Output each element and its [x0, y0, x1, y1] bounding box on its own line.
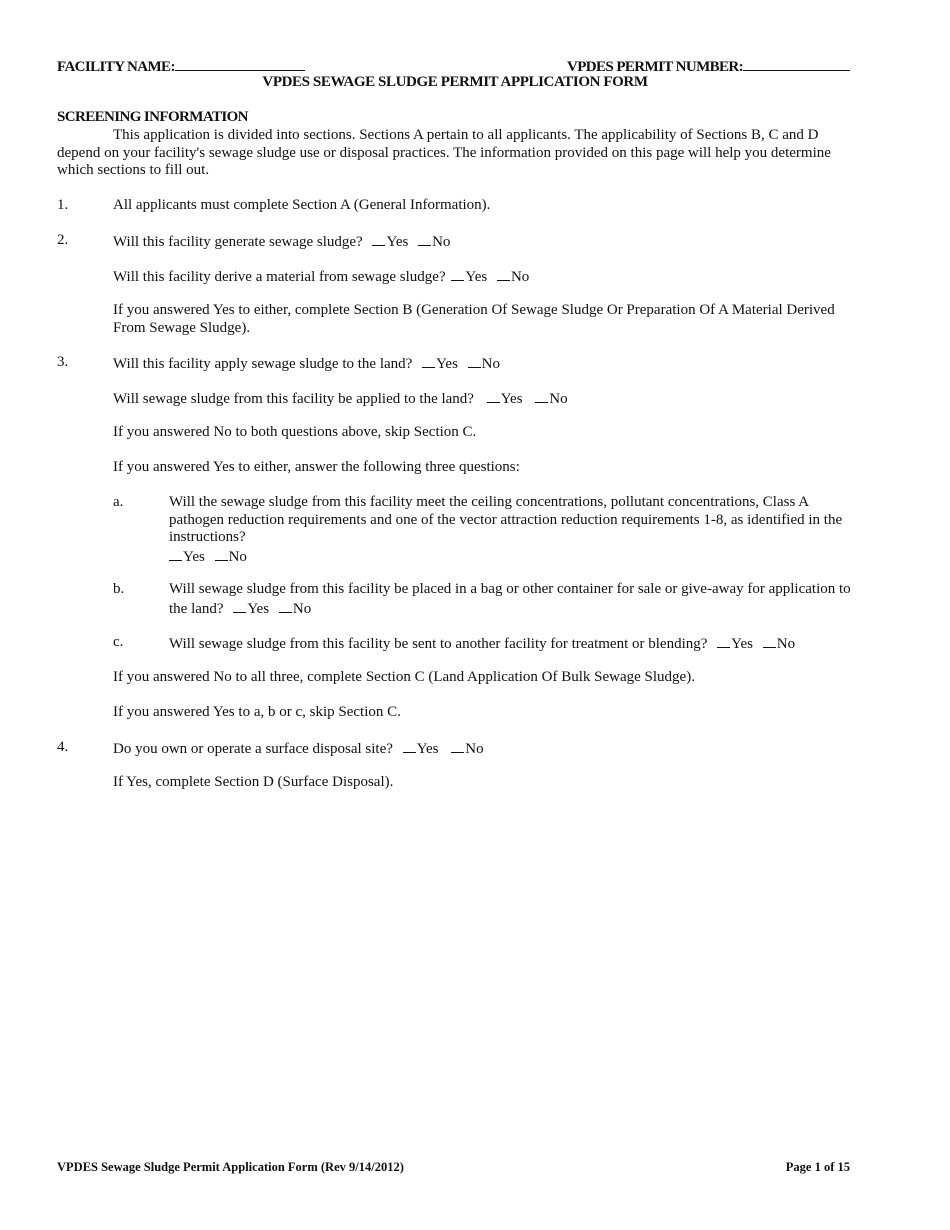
q3b-no-label: No [549, 391, 568, 407]
footer-form-name: VPDES Sewage Sludge Permit Application Form (Rev 9/14/2012) [57, 1160, 404, 1174]
sub-letter-c: c. [113, 634, 124, 650]
q3a-yes-blank[interactable] [422, 354, 435, 368]
question-3-no-note: If you answered No to all three, complete Section C (Land Application Of Bulk Sewage Sludge). [113, 669, 695, 685]
item-number-1: 1. [57, 197, 69, 213]
qc-no-blank[interactable] [763, 634, 776, 648]
item-1-text: All applicants must complete Section A (General Information). [113, 197, 491, 213]
q3a-yes-label: Yes [436, 356, 458, 372]
q4-no-label: No [465, 741, 484, 757]
q4-no-blank[interactable] [451, 739, 464, 753]
q2b-yes-blank[interactable] [451, 267, 464, 281]
question-2a [113, 232, 853, 252]
footer-page-number: Page 1 of 15 [785, 1160, 850, 1174]
q2b-yes-label: Yes [465, 269, 488, 285]
item-number-2: 2. [57, 232, 69, 248]
question-3-yes-note: If you answered Yes to a, b or c, skip Section C. [113, 704, 401, 720]
q3a-no-label: No [481, 356, 500, 372]
qa-no-blank[interactable] [215, 547, 228, 561]
subquestion-c [169, 634, 853, 654]
subquestion-a-text: Will the sewage sludge from this facility meet the ceiling concentrations, pollutant concentrations, Class A pathogen reduction requirements and one of the vector attraction reduction requirements 1-8, as identified in the instructions? [169, 494, 843, 545]
qc-yes-blank[interactable] [717, 634, 730, 648]
qa-yes-blank[interactable] [169, 547, 182, 561]
question-4 [113, 739, 853, 759]
item-number-3: 3. [57, 354, 69, 370]
qb-yes-blank[interactable] [233, 599, 246, 613]
question-3a-text: Will this facility apply sewage sludge to the land? [113, 356, 413, 372]
question-4-note: If Yes, complete Section D (Surface Disposal). [113, 774, 394, 790]
permit-number-blank[interactable] [743, 57, 850, 71]
qb-yes-label: Yes [247, 600, 270, 617]
q2a-no-label: No [432, 234, 451, 250]
subquestion-b-text: Will sewage sludge from this facility be placed in a bag or other container for sale or give-away for application to the land? [169, 581, 851, 617]
qb-no-label: No [292, 600, 312, 617]
item-number-4: 4. [57, 739, 69, 755]
q3b-no-blank[interactable] [535, 389, 548, 403]
q3b-yes-label: Yes [500, 391, 523, 407]
qc-yes-label: Yes [731, 636, 753, 652]
subquestion-b [169, 581, 853, 618]
question-3-either-note: If you answered Yes to either, answer the following three questions: [113, 459, 520, 475]
intro-paragraph: This application is divided into sections. Sections A pertain to all applicants. The applicability of Sections B, C and D depend on your facility's sewage sludge use or disposal practices. The information provided on this page will help you determine which sections to fill out. [57, 127, 831, 178]
question-2b-text: Will this facility derive a material from sewage sludge? [113, 269, 446, 285]
form-title: VPDES SEWAGE SLUDGE PERMIT APPLICATION FORM [262, 74, 648, 90]
question-2-note: If you answered Yes to either, complete Section B (Generation Of Sewage Sludge Or Preparation Of A Material Derived From Sewage Sludge). [113, 302, 835, 336]
sub-letter-b: b. [113, 581, 125, 597]
qa-yes-label: Yes [183, 548, 205, 565]
q2b-no-label: No [510, 269, 530, 285]
q2b-no-blank[interactable] [497, 267, 510, 281]
question-3-skip-note: If you answered No to both questions above, skip Section C. [113, 424, 477, 440]
subquestion-a [169, 494, 853, 566]
qc-no-label: No [776, 636, 796, 652]
qb-no-blank[interactable] [279, 599, 292, 613]
q2a-no-blank[interactable] [418, 232, 431, 246]
question-4-text: Do you own or operate a surface disposal site? [113, 741, 393, 757]
facility-name-label: FACILITY NAME: [57, 59, 175, 75]
q4-yes-label: Yes [416, 741, 439, 757]
question-2b [113, 267, 853, 287]
sub-letter-a: a. [113, 494, 124, 510]
q2a-yes-blank[interactable] [372, 232, 385, 246]
q4-yes-blank[interactable] [403, 739, 416, 753]
subquestion-c-text: Will sewage sludge from this facility be sent to another facility for treatment or blending? [169, 636, 708, 652]
section-heading: SCREENING INFORMATION [57, 109, 248, 125]
q2a-yes-label: Yes [386, 234, 409, 250]
question-3b-text: Will sewage sludge from this facility be applied to the land? [113, 391, 474, 407]
qa-no-label: No [228, 548, 247, 565]
facility-name-blank[interactable] [175, 57, 305, 71]
q3a-no-blank[interactable] [468, 354, 481, 368]
permit-number-label: VPDES PERMIT NUMBER: [567, 59, 744, 75]
question-2a-text: Will this facility generate sewage sludge? [113, 234, 363, 250]
question-3a [113, 354, 853, 374]
question-3b [113, 389, 853, 409]
q3b-yes-blank[interactable] [487, 389, 500, 403]
